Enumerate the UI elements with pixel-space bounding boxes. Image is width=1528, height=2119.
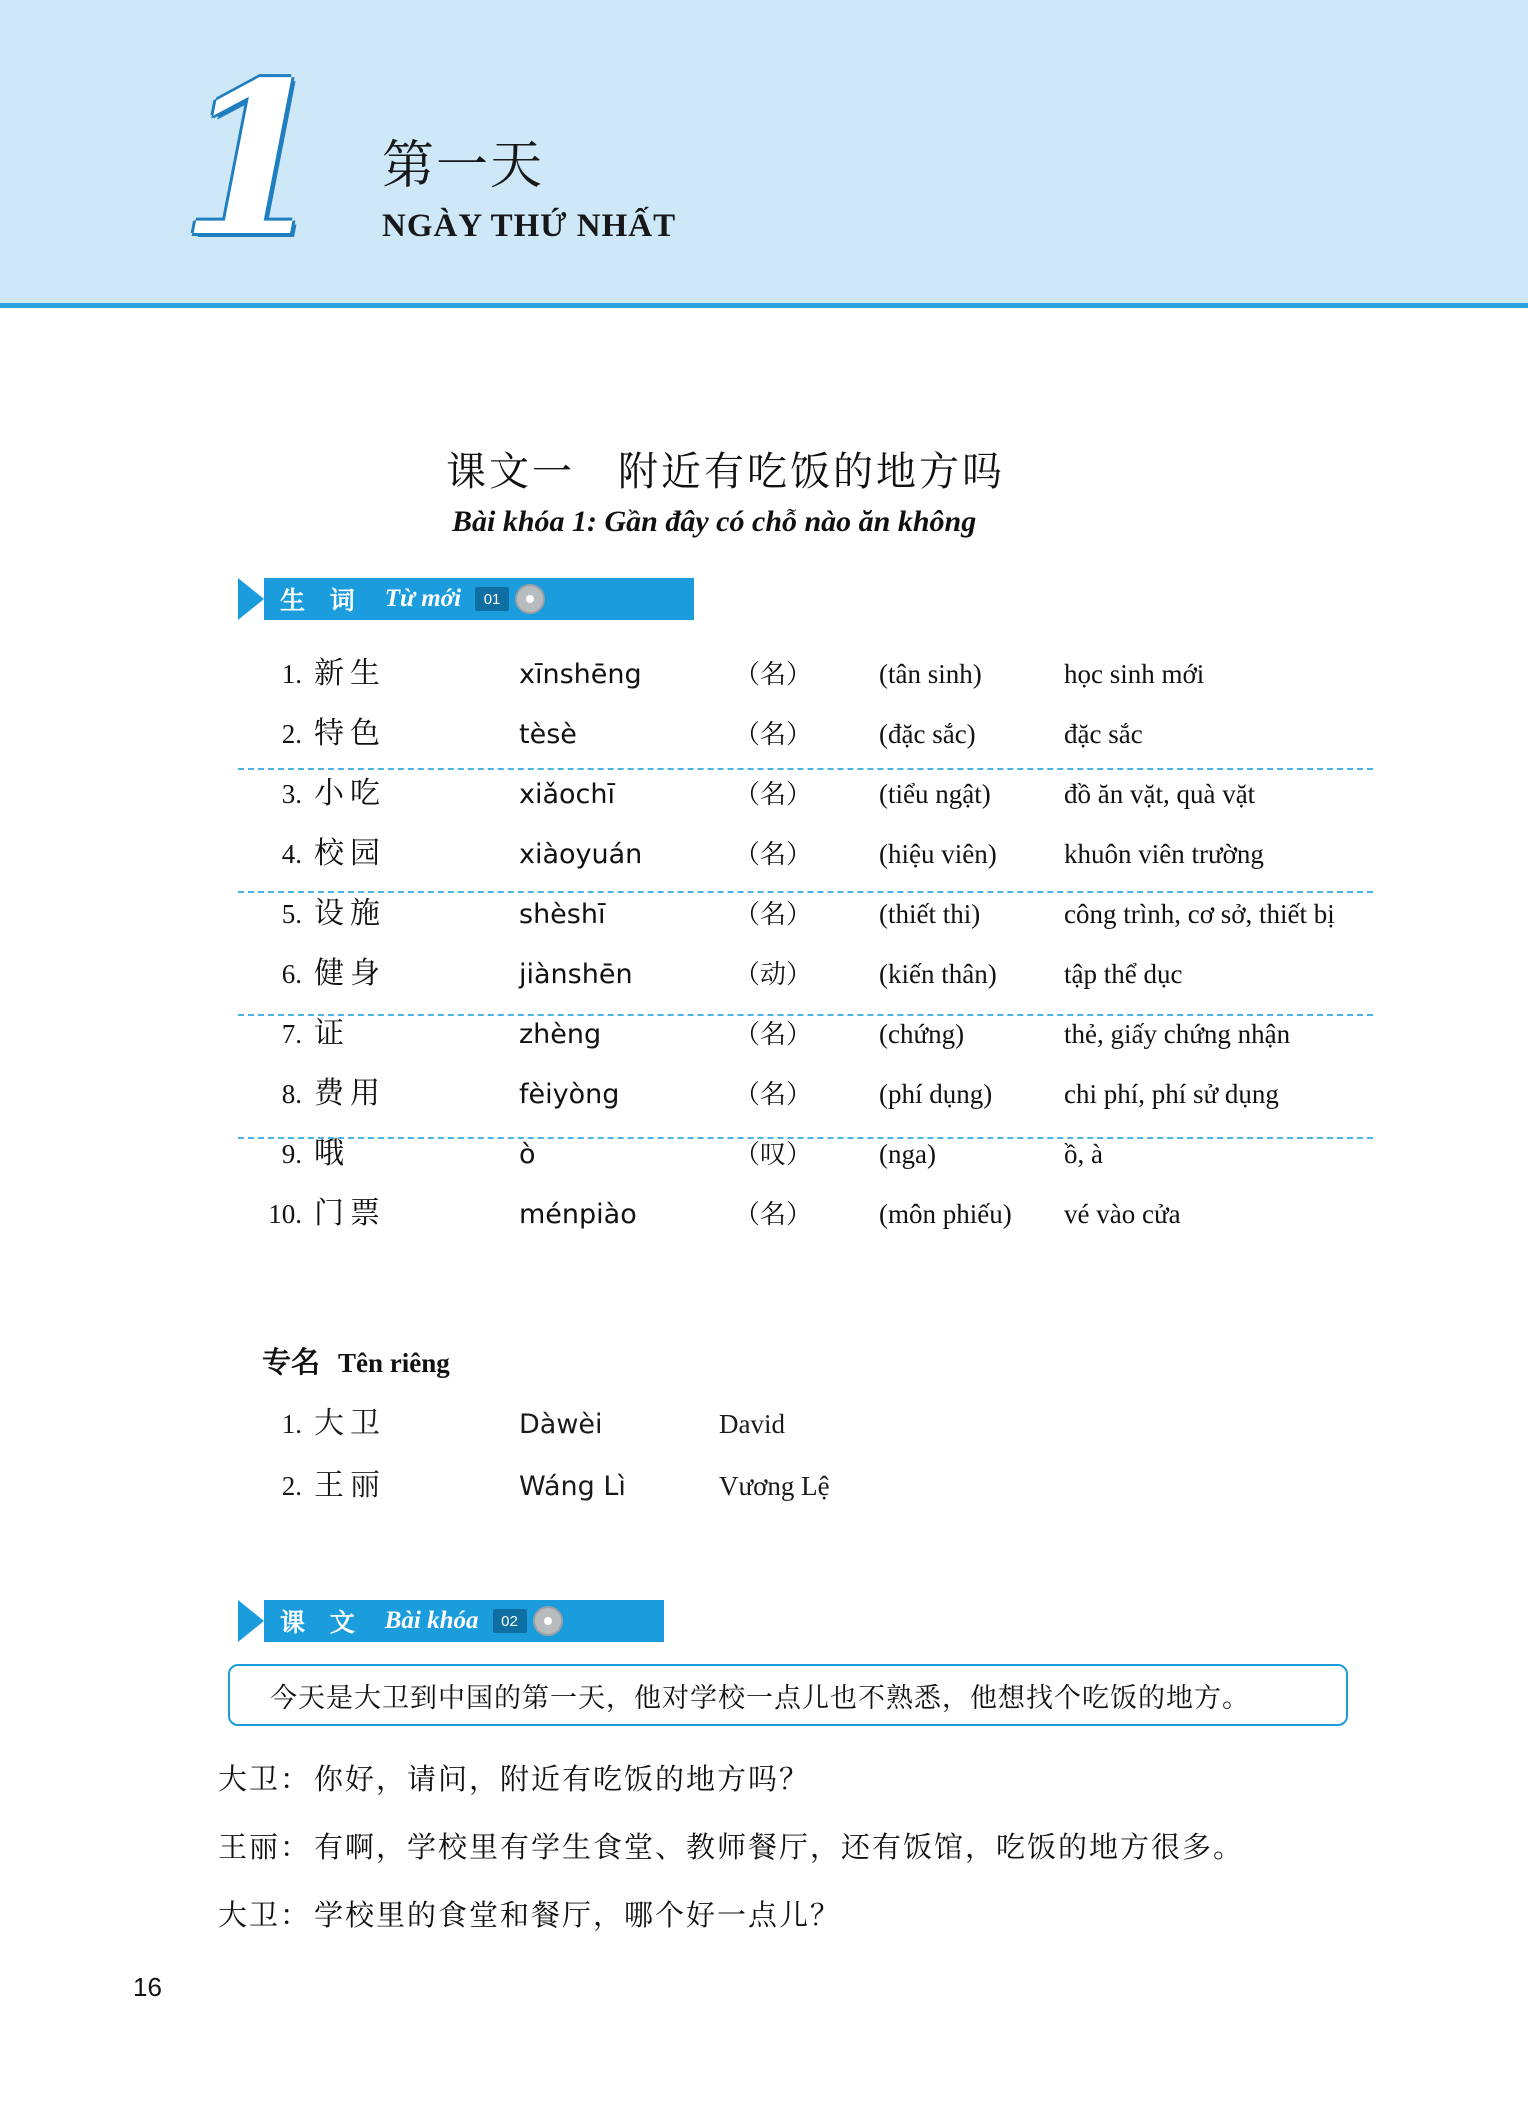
section-label-chinese: 课 文 bbox=[280, 1608, 363, 1637]
table-row bbox=[238, 828, 1373, 888]
page-number: 16 bbox=[133, 1972, 162, 2002]
vocab-part-of-speech: （名） bbox=[734, 840, 813, 870]
cd-icon bbox=[533, 1606, 563, 1636]
dialogue-speaker: 王丽： bbox=[218, 1830, 312, 1864]
row-divider bbox=[238, 1137, 1373, 1139]
proper-nouns-table bbox=[238, 1398, 1238, 1522]
vocab-pinyin: shèshī bbox=[519, 899, 606, 930]
row-divider bbox=[238, 1014, 1373, 1016]
proper-noun-pinyin: Dàwèi bbox=[519, 1409, 603, 1440]
vocab-hanzi: 小吃 bbox=[314, 776, 386, 811]
audio-track-badge: 02 bbox=[493, 1609, 527, 1633]
table-row bbox=[238, 1008, 1373, 1068]
vocab-pinyin: xiǎochī bbox=[519, 779, 616, 810]
vocab-number: 3. bbox=[281, 779, 302, 809]
section-label-vietnamese: Từ mới bbox=[384, 585, 462, 612]
vocab-sino-vietnamese: (thiết thi) bbox=[879, 899, 981, 929]
vocab-sino-vietnamese: (đặc sắc) bbox=[879, 719, 976, 749]
ribbon-bar bbox=[264, 1600, 664, 1642]
dialogue-speaker: 大卫： bbox=[218, 1898, 312, 1932]
vocab-number: 6. bbox=[281, 959, 302, 989]
vocab-sino-vietnamese: (tiểu ngật) bbox=[879, 779, 991, 809]
vocab-hanzi: 校园 bbox=[314, 836, 386, 871]
proper-noun-pinyin: Wáng Lì bbox=[519, 1471, 626, 1502]
chapter-title-chinese: 第一天 bbox=[382, 136, 545, 196]
table-row bbox=[238, 1068, 1373, 1128]
vocab-hanzi: 设施 bbox=[314, 896, 386, 931]
vocab-part-of-speech: （动） bbox=[734, 960, 813, 990]
vocab-sino-vietnamese: (nga) bbox=[879, 1139, 936, 1169]
vocab-sino-vietnamese: (kiến thân) bbox=[879, 959, 997, 989]
proper-noun-number: 2. bbox=[281, 1471, 302, 1501]
vocab-sino-vietnamese: (chứng) bbox=[879, 1019, 965, 1049]
vocab-meaning: chi phí, phí sử dụng bbox=[1064, 1079, 1279, 1109]
vocab-meaning: vé vào cửa bbox=[1064, 1199, 1181, 1229]
vocab-hanzi: 门票 bbox=[314, 1196, 386, 1231]
vocab-number: 1. bbox=[281, 659, 302, 689]
section-label-vietnamese: Bài khóa bbox=[384, 1607, 479, 1634]
audio-track-badge: 01 bbox=[475, 587, 509, 611]
vocab-pinyin: ménpiào bbox=[519, 1199, 637, 1230]
vocab-meaning: công trình, cơ sở, thiết bị bbox=[1064, 899, 1335, 929]
dialogue-text: 你好，请问，附近有吃饭的地方吗？ bbox=[314, 1762, 811, 1796]
vocab-pinyin: jiànshēn bbox=[519, 959, 633, 990]
header-divider-rule bbox=[0, 303, 1528, 308]
ribbon-arrow-icon bbox=[238, 1600, 264, 1642]
vocab-hanzi: 新生 bbox=[314, 656, 386, 691]
dialogue-text: 有啊，学校里有学生食堂、教师餐厅，还有饭馆，吃饭的地方很多。 bbox=[314, 1830, 1245, 1864]
dialogue-text: 学校里的食堂和餐厅，哪个好一点儿？ bbox=[314, 1898, 842, 1932]
vocab-part-of-speech: （名） bbox=[734, 660, 813, 690]
vocab-meaning: khuôn viên trường bbox=[1064, 839, 1264, 869]
vocab-pinyin: xīnshēng bbox=[519, 659, 642, 690]
table-row bbox=[238, 768, 1373, 828]
text-intro-paragraph: 今天是大卫到中国的第一天，他对学校一点儿也不熟悉，他想找个吃饭的地方。 bbox=[270, 1682, 1250, 1714]
vocab-pinyin: xiàoyuán bbox=[519, 839, 643, 870]
proper-nouns-heading-vietnamese: Tên riêng bbox=[338, 1348, 450, 1378]
proper-nouns-heading-chinese: 专名 bbox=[262, 1345, 321, 1379]
vocab-pinyin: tèsè bbox=[519, 719, 577, 750]
vocab-part-of-speech: （名） bbox=[734, 780, 813, 810]
vocab-meaning: tập thể dục bbox=[1064, 959, 1183, 989]
lesson-title-chinese: 课文一 附近有吃饭的地方吗 bbox=[446, 449, 1005, 495]
vocab-part-of-speech: （名） bbox=[734, 1080, 813, 1110]
dialogue-line bbox=[218, 1757, 810, 1798]
vocab-meaning: thẻ, giấy chứng nhận bbox=[1064, 1019, 1291, 1049]
dialogue-line bbox=[218, 1825, 1244, 1866]
vocab-part-of-speech: （名） bbox=[734, 720, 813, 750]
proper-noun-vietnamese: David bbox=[719, 1409, 785, 1439]
vocab-part-of-speech: （名） bbox=[734, 1020, 813, 1050]
chapter-number: 1 bbox=[180, 36, 323, 283]
row-divider bbox=[238, 891, 1373, 893]
table-row bbox=[238, 948, 1373, 1008]
vocab-sino-vietnamese: (hiệu viên) bbox=[879, 839, 997, 869]
table-row bbox=[238, 1460, 1238, 1522]
table-row bbox=[238, 1398, 1238, 1460]
vocab-sino-vietnamese: (tân sinh) bbox=[879, 659, 982, 689]
vocab-number: 9. bbox=[281, 1139, 302, 1169]
vocab-part-of-speech: （名） bbox=[734, 900, 813, 930]
vocab-number: 8. bbox=[281, 1079, 302, 1109]
vocab-number: 2. bbox=[281, 719, 302, 749]
vocab-number: 5. bbox=[281, 899, 302, 929]
vocab-hanzi: 哦 bbox=[314, 1136, 350, 1171]
chapter-title-vietnamese: NGÀY THỨ NHẤT bbox=[382, 208, 677, 244]
proper-noun-hanzi: 大卫 bbox=[314, 1406, 386, 1441]
table-row bbox=[238, 648, 1373, 708]
vocab-meaning: đặc sắc bbox=[1064, 719, 1143, 749]
dialogue-speaker: 大卫： bbox=[218, 1762, 312, 1796]
vocab-pinyin: zhèng bbox=[519, 1019, 602, 1050]
vocab-sino-vietnamese: (phí dụng) bbox=[879, 1079, 993, 1109]
proper-noun-number: 1. bbox=[281, 1409, 302, 1439]
vocab-number: 7. bbox=[281, 1019, 302, 1049]
table-row bbox=[238, 888, 1373, 948]
table-row bbox=[238, 1188, 1373, 1248]
vocab-number: 10. bbox=[268, 1199, 302, 1229]
ribbon-bar bbox=[264, 578, 694, 620]
text-intro-box bbox=[228, 1664, 1348, 1726]
section-header-text bbox=[238, 1600, 664, 1642]
vocab-sino-vietnamese: (môn phiếu) bbox=[879, 1199, 1012, 1229]
vocab-hanzi: 证 bbox=[314, 1016, 350, 1051]
table-row bbox=[238, 708, 1373, 768]
vocab-pinyin: ò bbox=[519, 1139, 536, 1170]
vocab-meaning: ồ, à bbox=[1064, 1139, 1103, 1169]
vocab-hanzi: 特色 bbox=[314, 716, 386, 751]
vocabulary-table bbox=[238, 648, 1373, 1248]
section-label-chinese: 生 词 bbox=[280, 586, 363, 615]
vocab-hanzi: 费用 bbox=[314, 1076, 386, 1111]
vocab-pinyin: fèiyòng bbox=[519, 1079, 620, 1110]
vocab-hanzi: 健身 bbox=[314, 956, 386, 991]
ribbon-arrow-icon bbox=[238, 578, 264, 620]
proper-noun-hanzi: 王丽 bbox=[314, 1468, 386, 1503]
lesson-title-vietnamese: Bài khóa 1: Gần đây có chỗ nào ăn không bbox=[452, 505, 977, 538]
section-header-vocabulary bbox=[238, 578, 694, 620]
vocab-meaning: đồ ăn vặt, quà vặt bbox=[1064, 779, 1256, 809]
vocab-number: 4. bbox=[281, 839, 302, 869]
vocab-part-of-speech: （叹） bbox=[734, 1140, 813, 1170]
vocab-part-of-speech: （名） bbox=[734, 1200, 813, 1230]
proper-noun-vietnamese: Vương Lệ bbox=[719, 1471, 830, 1501]
cd-icon bbox=[515, 584, 545, 614]
row-divider bbox=[238, 768, 1373, 770]
dialogue-line bbox=[218, 1893, 841, 1934]
proper-nouns-heading bbox=[262, 1340, 450, 1381]
vocab-meaning: học sinh mới bbox=[1064, 659, 1205, 689]
